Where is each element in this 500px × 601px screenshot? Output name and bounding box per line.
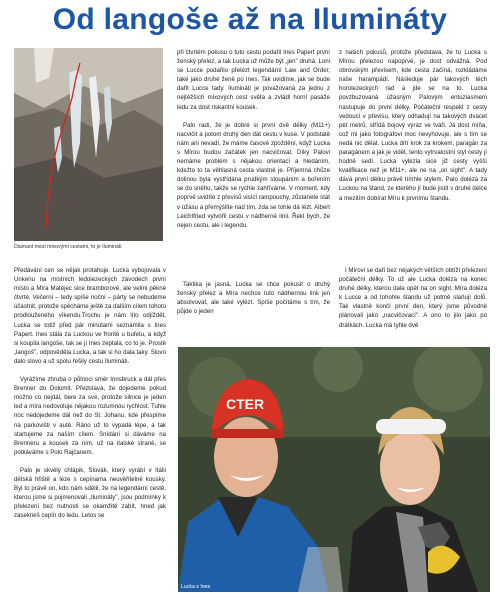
paragraph: Taktika je jasná, Lucka se chce pokusit o druhý ženský přelez a Míra nechce tuto nádhernou linii jen absolvovat, ale také vylézt. Spíše počítáme s tím, že půjde o jeden: [177, 281, 330, 316]
column-right: [339, 48, 487, 212]
column-middle-lower: [177, 280, 330, 325]
paragraph: Palo je skvělý chlápik, Slovák, který vyrábí v Itálii dětská hřiště a leze s cepínama neuvěřitelné kousky. Byl to právě on, kdo nám sdělil, že na legendární cestě, kterou jsme si pojmenovali „Ilumináty", jsou podmínky k přelezení bez nutnosti se okamžitě zabít, hned jak zasekneš cepín do ledu. Letos se: [14, 466, 166, 520]
paragraph: I Mírovi se daří bez nějakých větších obtíží přelezení počáteční délky. To už ale Lucka doléza na konec druhé délky, kterou dala opět na on sight. Míra doléza k Lucce a od tohohle štandu už potmě slaňují dolů. Tak vlastně končí první den, který jsme původně plánovali jako „nacvičovací". A ono to jilo jako po drátkách. Lucka má tyhle dvě: [339, 267, 487, 329]
column-middle: [177, 48, 330, 239]
paragraph: Palo radí, že je dobré si první dvě délky (M11+) nacvičit a potom druhý den dát cestu v kuse. V podstatě nám ani nevadí, že máme časové zpoždění, když Lucka s Mírou budou začátek jen nacvičovat. Díky Palovi nemáme problém s nějakou orientací a hledáním, kdežto to ta věhlasná cesta vlastně je. Příjemná chůze dolinou byla vystřídána prudkým stoupáním a bořením se do sněhu, takže se rychle zahříváme. V moment, kdy poprvé uvidíte z převisů visící rampouchy, zůstanete stát v úžasu a přemýšlíte nad tím, zda se tohle dá lézt. Albert Leichtfried vytvořil cestu v nádherné linii. Řekl bych, že nejen cestu, ale i legendu.: [177, 121, 330, 229]
column-left: [14, 266, 166, 529]
paragraph: při čtvrtém pokusu o tuto cestu podařil Ines Papert první ženský přelez, a tak Lucka už může být „jen" druhá. Loni se Lucce podařilo přelézt legendární Law and Order, také jako druhé ženě po Ines. Tak uvidíme, jak se bude dařit Lucce tady. Ilumináti je považovaná za jednu z nejtěžších mixových cest světa a zvládl horní pasáže ledu za dost riskantní kousek.: [177, 49, 330, 111]
svg-text:CTER: CTER: [226, 396, 265, 412]
paragraph: Vyrážíme zhruba o půlnoci směr Innsbruck a dál přes Brenner do Dolomit. Představa, že dojedeme pokud možno co nejdál, bere za své, protože silnice je jeden led a míra nedovoluje nějakou rozumnou rychlost. Tuhle noc nedojedeme dál než do St. Johanu, kde přespíme na parkovišti v autě. Ráno už to vypadá lépe, a tak startujeme za naším cílem. Snídání si dáváme na Brenneru a kousek za ním, už na italské straně, se potkáváme s Polo Rajčanem.: [14, 376, 166, 456]
photo-caption-climbers: Lucka s Ines: [181, 584, 211, 590]
paragraph: z našich pokusů, protože představa, že to Lucka s Mírou přelezou napoprvé, je dost odvážná. Pod obrovským převisem, kde cesta začíná, rozkládáme naše harampádí. Následuje pár takových těch horolezeckých rad a jde se na to. Lucka povzbuzovaná úžasným Palovým entuziasmem nastupuje do první délky. Počáteční respekt z cesty vedoucí v převisu, který odhadují na takových dvacet pět metrů, střídá bojový výraz ve tváři. Já dost míňa, což mi jako fotografovi moc nevyhovuje, ale s tím se nedá nic dělat. Lucka drtí krok za krokem, paragán za paragánem a jak je vidět, tento vytrvalostní styl cesty jí hodně sedí. Lucka vylezla sice již cesty vyšší kvalifikace než je M11+, ale ne na „on sight". A tady dává první délku právě tímhle stylem. Palo doléza za Luckou na štand, ze kterého jí bude jistit v druhé délce a mezitím dobírat Míru k prvnímu štandu.: [339, 49, 487, 202]
column-right-lower: [339, 266, 487, 339]
ice-climbing-route-photo: [14, 48, 163, 241]
paragraph: Předávání cen se nějak protahuje. Lucka vybojovala v Unkenu na místních ledolezeckých závodech první místo a Míra Matějec sice bramborové, ale velmi pěkné čtvrté. Večerní – tedy spíše noční – párty se nebudeme účastnit, protože spěcháme ještě za dalším cílem tohoto prodlouženého víkendu.Trochu je nám líto odjíždět, Lucka se totiž před pár minutami seznámila s Ines Papert. Ines stála za Luckou ve frontě u bufetu, a když si koupila langoše, tak se jí Ines zeptala, co to je. Prostě „langoš", odpověděla Lucka, a tak si ho dala taky. Slovo dalo slovo a už spolu řešily cestu Ilumináti.: [14, 267, 166, 365]
photo-caption-route: Diamant mezi mixovými cestami, to je Ilumináti: [14, 244, 122, 250]
climbers-portrait-photo: [178, 347, 490, 592]
article-title: Od langoše až na Ilumináty: [52, 3, 448, 36]
